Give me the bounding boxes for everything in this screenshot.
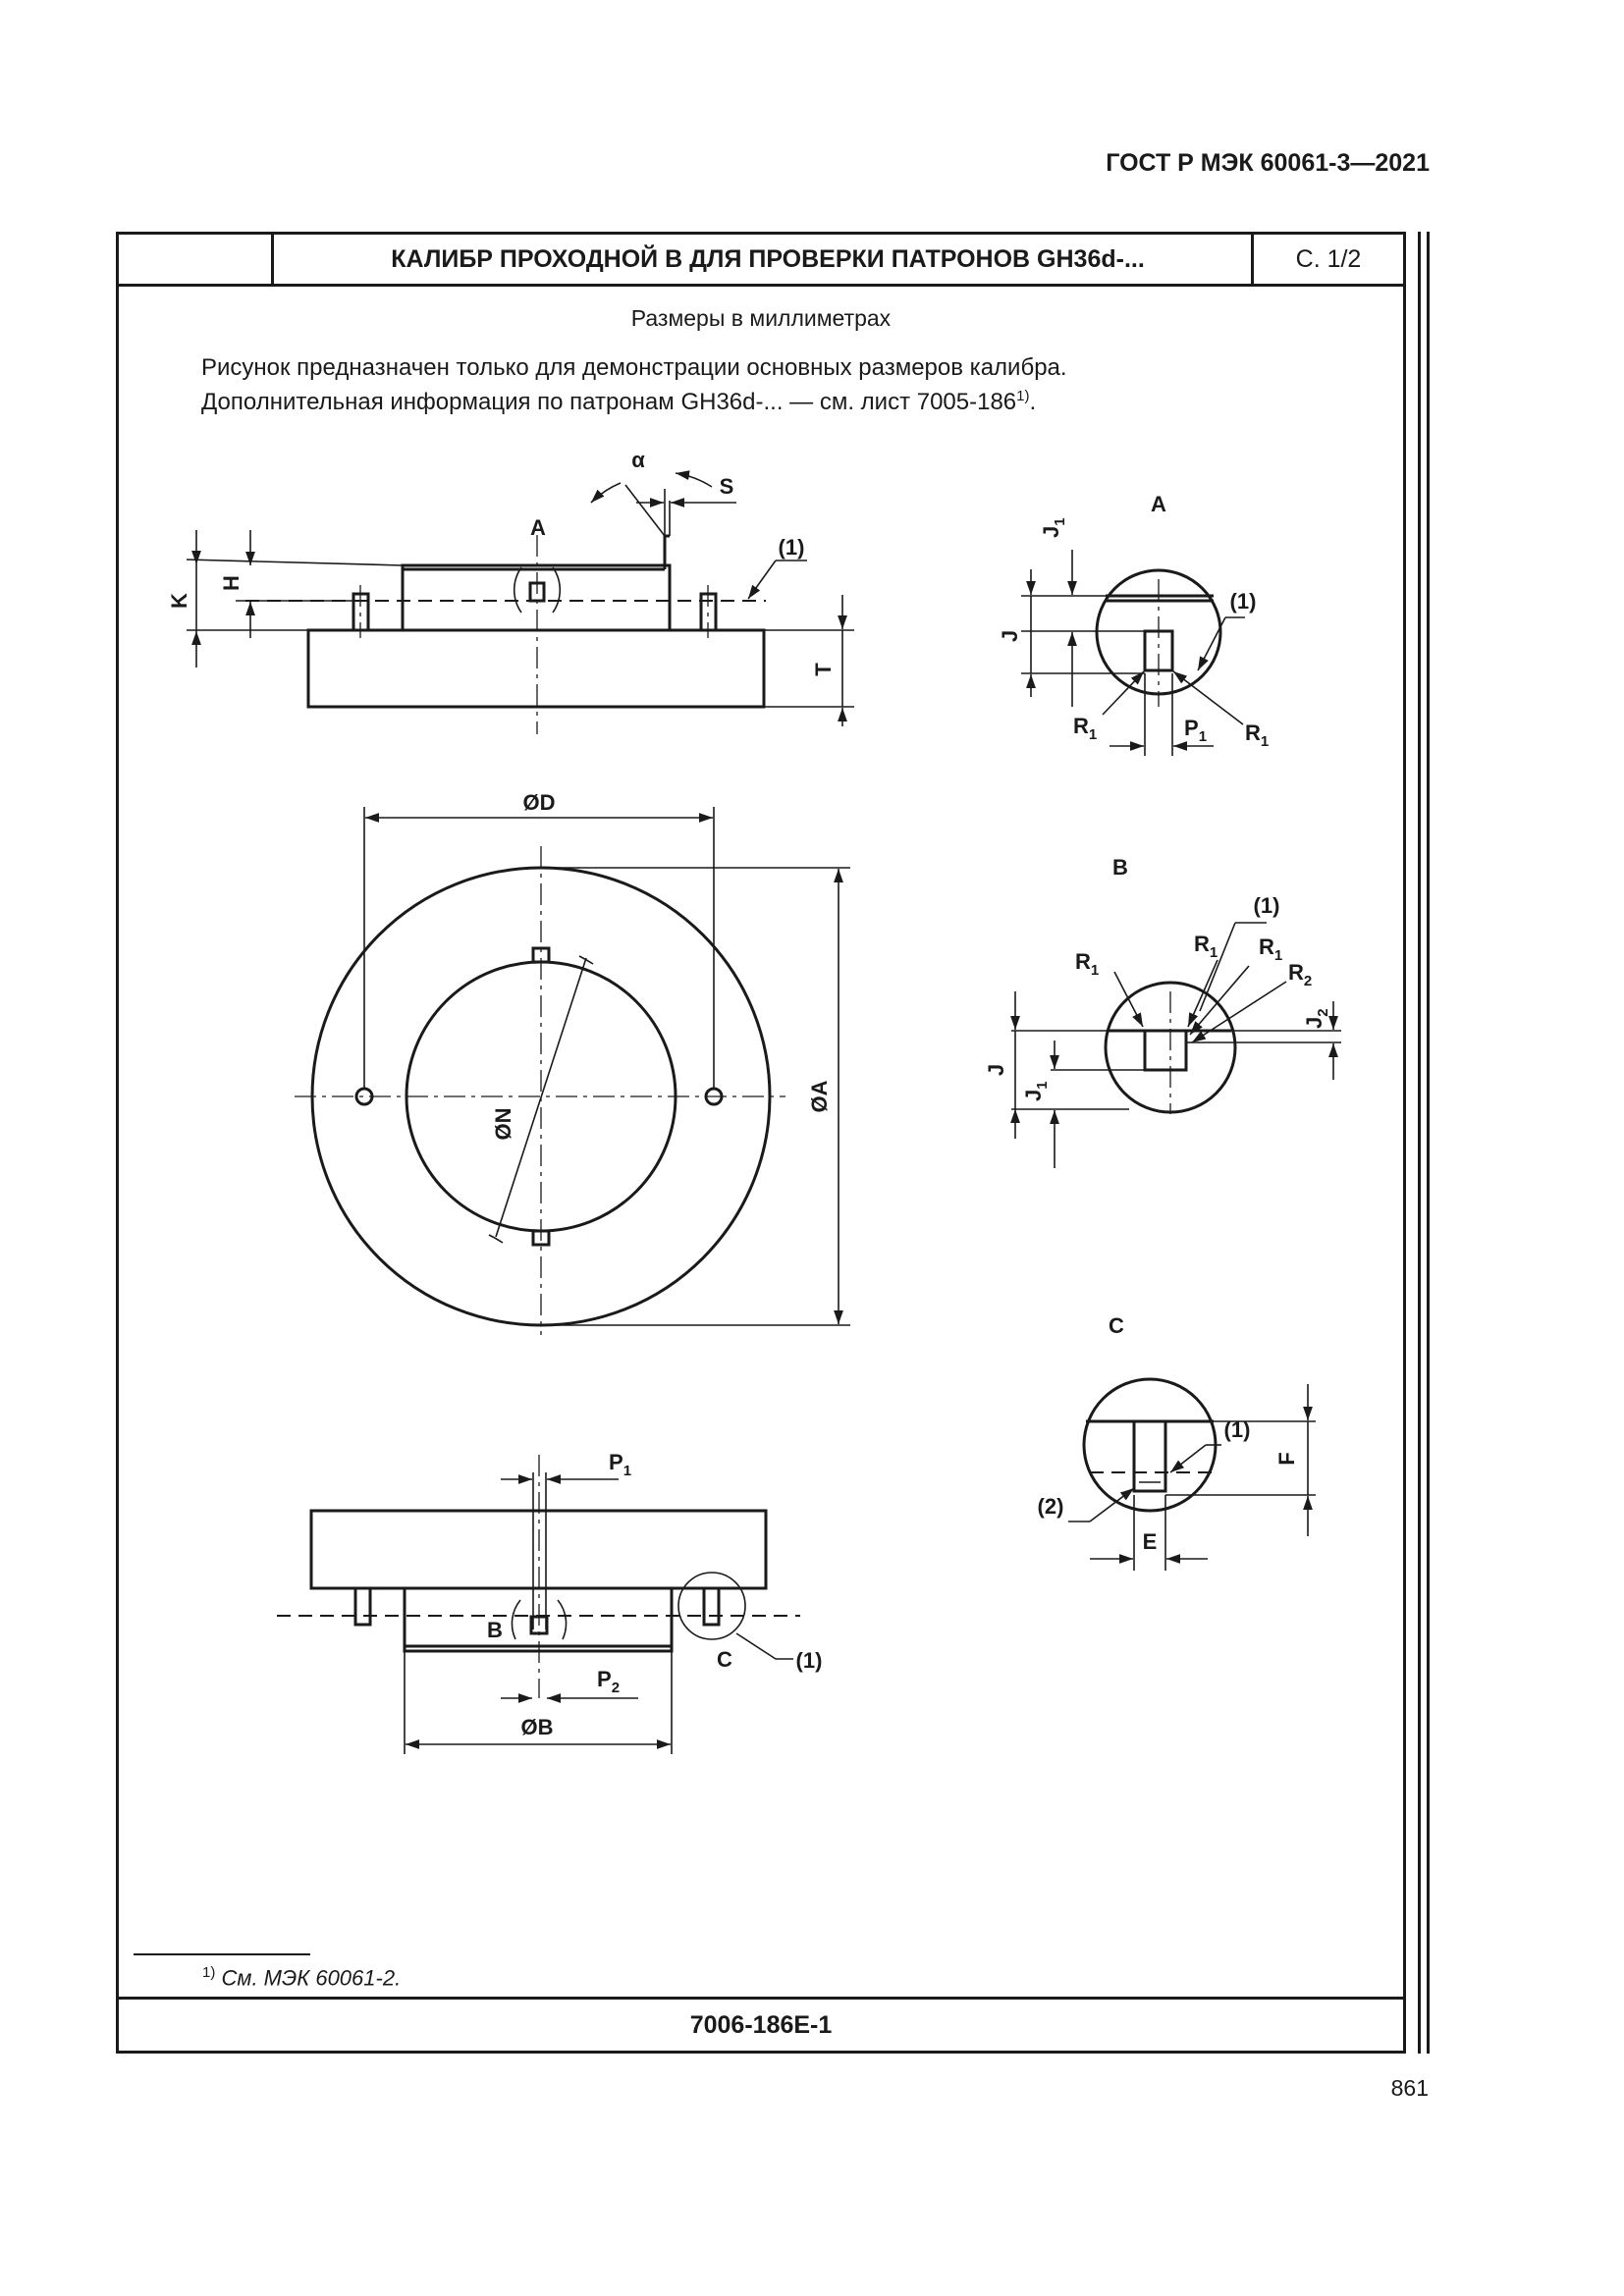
- drawing-code: 7006-186E-1: [119, 1997, 1403, 2051]
- dim-dia-d-label: ØD: [522, 790, 556, 815]
- dim-r1-a-left-label: $R_1$: [1073, 714, 1098, 743]
- bottom-view-right-pin: [704, 1588, 719, 1625]
- detail-b-slot: [1145, 1031, 1186, 1070]
- standard-header: ГОСТ Р МЭК 60061-3—2021: [1106, 149, 1430, 177]
- footnote-text: См. МЭК 60061-2.: [221, 1965, 402, 1991]
- detail-c: [1038, 1313, 1316, 1571]
- detail-a-title: A: [1151, 492, 1166, 516]
- dim-r1-b-mid-label: $R_1$: [1194, 932, 1218, 961]
- sheet-title: КАЛИБР ПРОХОДНОЙ В ДЛЯ ПРОВЕРКИ ПАТРОНОВ GH36d-...: [391, 244, 1145, 273]
- dim-j-b-label: J: [984, 1063, 1008, 1077]
- dim-p2-label: $P_2$: [597, 1667, 621, 1696]
- dim-j1-a-label: $J_1$: [1039, 517, 1068, 538]
- ref-1-bottom-label: (1): [795, 1648, 823, 1673]
- dim-r1-b-right-label: $R_1$: [1259, 934, 1283, 964]
- ref-1-b-label: (1): [1253, 893, 1280, 918]
- note-footnote-mark: 1): [1016, 388, 1030, 404]
- plan-view: [295, 790, 850, 1335]
- bottom-view: [277, 1450, 822, 1754]
- sheet-page: С. 1/2: [1251, 235, 1403, 284]
- dim-r1-a-right-label: $R_1$: [1245, 721, 1270, 750]
- dim-r1-b-left-label: $R_1$: [1075, 949, 1100, 979]
- dim-j1-b-label: $J_1$: [1021, 1081, 1051, 1101]
- page-number: 861: [1390, 2075, 1429, 2101]
- ref-1-a-label: (1): [1229, 589, 1257, 614]
- side-view-base: [308, 630, 764, 707]
- dim-p1-a-label: $P_1$: [1184, 716, 1208, 745]
- footnote-mark: 1): [202, 1964, 216, 1981]
- bottom-view-boss: [405, 1588, 672, 1651]
- side-view: [167, 448, 854, 734]
- ref-1-side-label: (1): [778, 535, 805, 560]
- detail-b: [984, 855, 1341, 1168]
- dim-j2-b-label: $J_2$: [1302, 1008, 1331, 1029]
- detail-b-callout-label: B: [487, 1618, 503, 1642]
- dim-k-label: K: [167, 593, 191, 609]
- dim-dia-a-label: ØA: [807, 1080, 832, 1113]
- dim-dia-n-label: ØN: [491, 1107, 515, 1141]
- bottom-view-left-pin: [355, 1588, 370, 1625]
- dim-h-label: H: [219, 575, 244, 591]
- detail-a-callout-label: A: [530, 515, 546, 540]
- units-note: Размеры в миллиметрах: [630, 305, 892, 331]
- dim-s-label: S: [719, 474, 734, 499]
- note-line-1: Рисунок предназначен только для демонстрации основных размеров калибра.: [201, 354, 1067, 381]
- dim-dia-b-label: ØB: [520, 1715, 554, 1739]
- dim-p1-label: $P_1$: [609, 1450, 632, 1479]
- detail-a: [998, 492, 1269, 756]
- detail-c-title: C: [1109, 1313, 1124, 1338]
- dim-f-label: F: [1274, 1452, 1299, 1466]
- detail-c-callout: [678, 1573, 745, 1639]
- note-line-2-text: Дополнительная информация по патронам GH36d-... — см. лист 7005-186: [201, 389, 1017, 415]
- dim-r2-b-label: $R_2$: [1288, 960, 1313, 989]
- dim-t-label: T: [811, 663, 836, 676]
- detail-b-title: B: [1112, 855, 1128, 880]
- ref-2-c-label: (2): [1037, 1494, 1064, 1519]
- note-line-2-end: .: [1029, 389, 1037, 415]
- dim-j-a-label: J: [998, 629, 1022, 643]
- dim-alpha-label: α: [631, 448, 645, 472]
- ref-1-c-label: (1): [1223, 1417, 1251, 1442]
- detail-c-callout-label: C: [717, 1647, 732, 1672]
- detail-c-pin: [1134, 1421, 1165, 1491]
- dim-e-label: E: [1142, 1529, 1158, 1554]
- side-view-boss: [403, 565, 670, 630]
